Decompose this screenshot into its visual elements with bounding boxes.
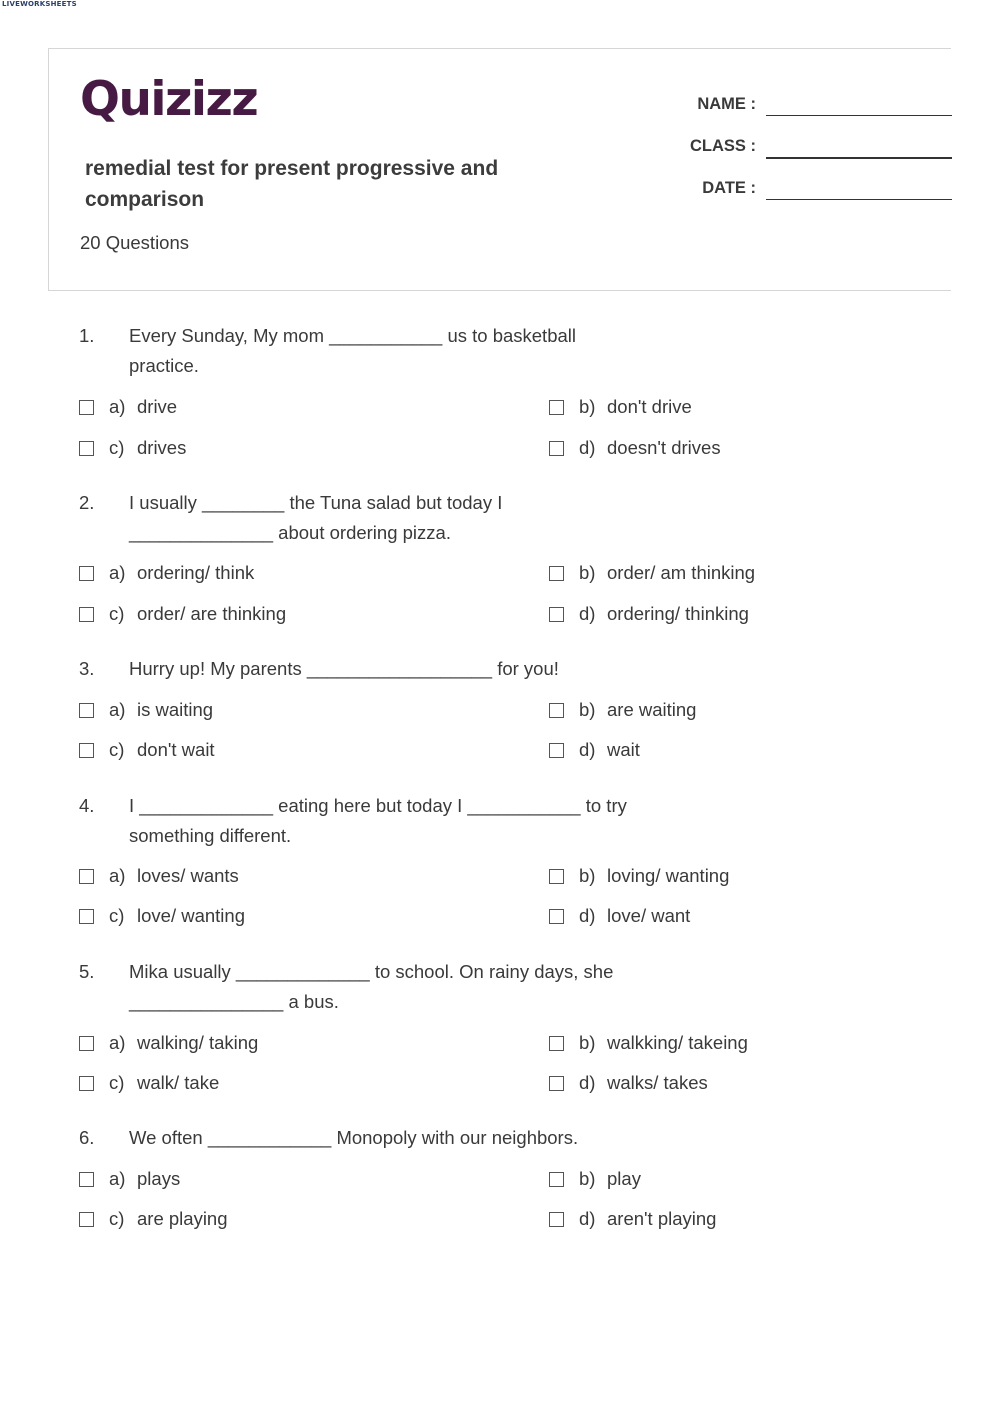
option-letter: b) bbox=[579, 1168, 596, 1189]
option-text: order/ are thinking bbox=[137, 603, 287, 624]
checkbox[interactable] bbox=[79, 743, 94, 758]
name-input-line[interactable] bbox=[766, 115, 952, 116]
name-field bbox=[649, 95, 952, 125]
watermark-text: LIVEWORKSHEETS bbox=[2, 0, 77, 8]
option-a[interactable] bbox=[79, 697, 213, 723]
option-text: walks/ takes bbox=[607, 1072, 708, 1093]
class-field bbox=[649, 137, 952, 167]
question-3 bbox=[79, 654, 959, 764]
option-b[interactable] bbox=[549, 697, 696, 723]
class-label: CLASS : bbox=[690, 137, 756, 155]
option-b[interactable] bbox=[549, 1030, 748, 1056]
checkbox[interactable] bbox=[549, 607, 564, 622]
checkbox[interactable] bbox=[79, 703, 94, 718]
option-letter: a) bbox=[109, 1168, 126, 1189]
option-b[interactable] bbox=[549, 863, 729, 889]
checkbox[interactable] bbox=[549, 1172, 564, 1187]
checkbox[interactable] bbox=[79, 1172, 94, 1187]
question-number: 2. bbox=[79, 492, 95, 513]
question-2 bbox=[79, 488, 959, 628]
option-c[interactable] bbox=[79, 737, 215, 763]
option-letter: b) bbox=[579, 699, 596, 720]
question-text: Mika usually _____________ to school. On rainy days, she _______________ a bus. bbox=[129, 961, 614, 1012]
class-input-line[interactable] bbox=[766, 157, 952, 159]
option-letter: a) bbox=[109, 865, 126, 886]
question-4 bbox=[79, 791, 959, 931]
option-letter: c) bbox=[109, 905, 125, 926]
question-number: 3. bbox=[79, 658, 95, 679]
question-text: Every Sunday, My mom ___________ us to basketball practice. bbox=[129, 325, 576, 376]
checkbox[interactable] bbox=[549, 869, 564, 884]
option-text: drives bbox=[137, 437, 187, 458]
checkbox[interactable] bbox=[549, 1076, 564, 1091]
option-text: ordering/ think bbox=[137, 562, 255, 583]
option-letter: a) bbox=[109, 1032, 126, 1053]
question-text: We often ____________ Monopoly with our neighbors. bbox=[129, 1127, 579, 1148]
option-a[interactable] bbox=[79, 863, 239, 889]
checkbox[interactable] bbox=[549, 441, 564, 456]
option-letter: d) bbox=[579, 739, 596, 760]
quiz-title: remedial test for present progressive and comparison bbox=[85, 157, 499, 211]
option-text: love/ want bbox=[607, 905, 691, 926]
option-text: walking/ taking bbox=[137, 1032, 259, 1053]
option-b[interactable] bbox=[549, 560, 755, 586]
option-letter: a) bbox=[109, 396, 126, 417]
option-a[interactable] bbox=[79, 1030, 258, 1056]
option-d[interactable] bbox=[549, 903, 690, 929]
question-5 bbox=[79, 957, 959, 1097]
checkbox[interactable] bbox=[79, 607, 94, 622]
option-letter: c) bbox=[109, 1208, 125, 1229]
option-c[interactable] bbox=[79, 1206, 228, 1232]
question-text: Hurry up! My parents __________________ for you! bbox=[129, 658, 559, 679]
option-letter: c) bbox=[109, 437, 125, 458]
option-letter: b) bbox=[579, 562, 596, 583]
option-letter: b) bbox=[579, 1032, 596, 1053]
question-number: 5. bbox=[79, 961, 95, 982]
option-c[interactable] bbox=[79, 435, 186, 461]
date-label: DATE : bbox=[702, 179, 756, 197]
checkbox[interactable] bbox=[79, 909, 94, 924]
option-letter: d) bbox=[579, 1072, 596, 1093]
checkbox[interactable] bbox=[549, 909, 564, 924]
logo-text: Quizizz bbox=[80, 72, 258, 127]
quiz-header-card bbox=[48, 48, 951, 291]
checkbox[interactable] bbox=[79, 869, 94, 884]
option-text: don't wait bbox=[137, 739, 215, 760]
option-b[interactable] bbox=[549, 394, 692, 420]
option-letter: d) bbox=[579, 437, 596, 458]
option-letter: c) bbox=[109, 739, 125, 760]
question-number: 1. bbox=[79, 325, 95, 346]
option-text: loving/ wanting bbox=[607, 865, 730, 886]
option-a[interactable] bbox=[79, 1166, 180, 1192]
checkbox[interactable] bbox=[549, 1212, 564, 1227]
option-text: walkking/ takeing bbox=[607, 1032, 748, 1053]
option-letter: d) bbox=[579, 603, 596, 624]
option-d[interactable] bbox=[549, 1070, 708, 1096]
option-text: doesn't drives bbox=[607, 437, 721, 458]
option-letter: b) bbox=[579, 396, 596, 417]
option-text: aren't playing bbox=[607, 1208, 717, 1229]
question-count: 20 Questions bbox=[80, 232, 190, 253]
option-text: love/ wanting bbox=[137, 905, 245, 926]
checkbox[interactable] bbox=[79, 1076, 94, 1091]
option-b[interactable] bbox=[549, 1166, 641, 1192]
option-d[interactable] bbox=[549, 1206, 716, 1232]
option-text: is waiting bbox=[137, 699, 214, 720]
option-text: loves/ wants bbox=[137, 865, 239, 886]
option-text: don't drive bbox=[607, 396, 692, 417]
date-field bbox=[649, 179, 952, 209]
checkbox[interactable] bbox=[549, 703, 564, 718]
name-label: NAME : bbox=[697, 95, 756, 113]
question-text: I _____________ eating here but today I ___________ to try something different. bbox=[129, 795, 627, 846]
question-number: 6. bbox=[79, 1127, 95, 1148]
option-c[interactable] bbox=[79, 903, 245, 929]
question-6 bbox=[79, 1123, 959, 1233]
option-c[interactable] bbox=[79, 1070, 219, 1096]
checkbox[interactable] bbox=[79, 566, 94, 581]
checkbox[interactable] bbox=[549, 1036, 564, 1051]
checkbox[interactable] bbox=[549, 566, 564, 581]
option-letter: a) bbox=[109, 562, 126, 583]
quizizz-logo bbox=[80, 73, 272, 129]
option-letter: d) bbox=[579, 905, 596, 926]
option-text: plays bbox=[137, 1168, 181, 1189]
option-letter: a) bbox=[109, 699, 126, 720]
option-c[interactable] bbox=[79, 601, 286, 627]
question-number: 4. bbox=[79, 795, 95, 816]
option-text: drive bbox=[137, 396, 178, 417]
option-text: play bbox=[607, 1168, 641, 1189]
option-text: wait bbox=[607, 739, 640, 760]
option-a[interactable] bbox=[79, 560, 254, 586]
option-text: are playing bbox=[137, 1208, 228, 1229]
option-text: ordering/ thinking bbox=[607, 603, 749, 624]
option-text: are waiting bbox=[607, 699, 697, 720]
option-text: walk/ take bbox=[137, 1072, 220, 1093]
checkbox[interactable] bbox=[79, 1212, 94, 1227]
option-a[interactable] bbox=[79, 394, 177, 420]
option-letter: b) bbox=[579, 865, 596, 886]
question-1 bbox=[79, 321, 959, 461]
option-letter: c) bbox=[109, 603, 125, 624]
checkbox[interactable] bbox=[79, 400, 94, 415]
date-input-line[interactable] bbox=[766, 199, 952, 200]
question-text: I usually ________ the Tuna salad but today I ______________ about ordering pizza. bbox=[129, 492, 503, 543]
option-d[interactable] bbox=[549, 737, 640, 763]
option-d[interactable] bbox=[549, 601, 749, 627]
checkbox[interactable] bbox=[79, 441, 94, 456]
option-letter: d) bbox=[579, 1208, 596, 1229]
checkbox[interactable] bbox=[549, 400, 564, 415]
option-text: order/ am thinking bbox=[607, 562, 756, 583]
option-letter: c) bbox=[109, 1072, 125, 1093]
checkbox[interactable] bbox=[549, 743, 564, 758]
checkbox[interactable] bbox=[79, 1036, 94, 1051]
option-d[interactable] bbox=[549, 435, 721, 461]
